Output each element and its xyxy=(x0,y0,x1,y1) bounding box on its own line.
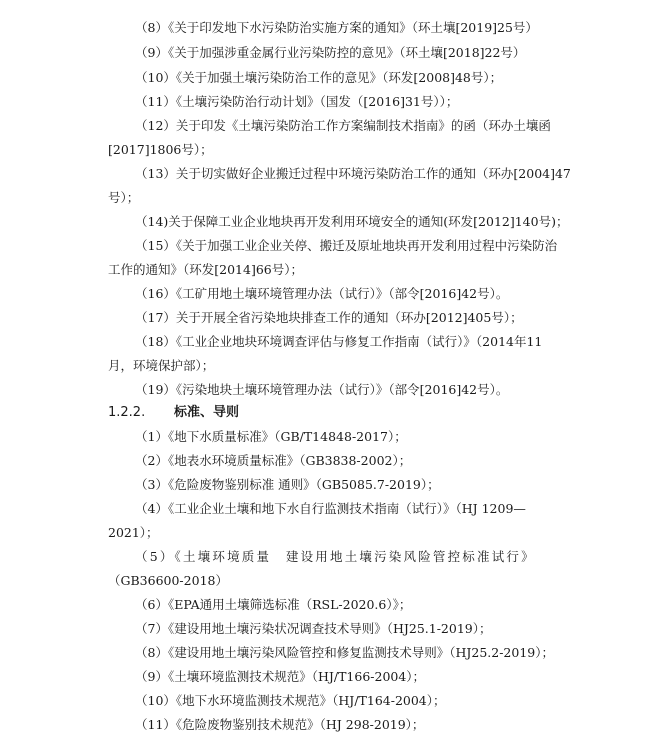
law-item-10: （10）《关于加强土壤污染防治工作的意见》（环发[2008]48号）； xyxy=(135,70,503,85)
standard-item-4: （4）《工业企业土壤和地下水自行监测技术指南（试行）》（HJ 1209— xyxy=(135,501,526,516)
law-item-18-cont: 月，环境保护部）； xyxy=(108,358,215,373)
law-item-19: （19）《污染地块土壤环境管理办法（试行）》（部令[2016]42号）。 xyxy=(135,382,509,397)
standard-item-4-cont: 2021）； xyxy=(108,525,159,540)
law-item-9: （9）《关于加强涉重金属行业污染防控的意见》（环土壤[2018]22号） xyxy=(135,45,526,60)
standard-item-6: （6）《EPA通用土壤筛选标准（RSL-2020.6）》； xyxy=(135,597,412,612)
standard-item-11: （11）《危险废物鉴别技术规范》（HJ 298-2019）； xyxy=(135,717,425,732)
law-item-15-cont: 工作的通知》（环发[2014]66号）； xyxy=(108,262,303,277)
law-item-8: （8）《关于印发地下水污染防治实施方案的通知》（环土壤[2019]25号） xyxy=(135,20,538,35)
standard-item-2: （2）《地表水环境质量标准》（GB3838-2002）； xyxy=(135,453,412,468)
law-item-12: （12）关于印发《土壤污染防治工作方案编制技术指南》的函（环办土壤函 xyxy=(135,118,551,133)
standard-item-9: （9）《土壤环境监测技术规范》（HJ/T166-2004）； xyxy=(135,669,426,684)
section-number: 1.2.2. xyxy=(108,405,146,420)
section-heading xyxy=(108,404,239,422)
law-item-18: （18）《工业企业地块环境调查评估与修复工作指南（试行）》（2014年11 xyxy=(135,334,543,349)
law-item-13: （13）关于切实做好企业搬迁过程中环境污染防治工作的通知（环办[2004]47 xyxy=(135,166,571,181)
law-item-17: （17）关于开展全省污染地块排查工作的通知（环办[2012]405号）； xyxy=(135,310,523,325)
standard-item-5: （5）《土壤环境质量 建设用地土壤污染风险管控标准试行》 xyxy=(135,549,536,564)
standard-item-10: （10）《地下水环境监测技术规范》（HJ/T164-2004）； xyxy=(135,693,446,708)
standard-item-7: （7）《建设用地土壤污染状况调查技术导则》（HJ25.1-2019）； xyxy=(135,621,492,636)
standard-item-3: （3）《危险废物鉴别标准 通则》（GB5085.7-2019）； xyxy=(135,477,440,492)
law-item-13-cont: 号）； xyxy=(108,190,140,205)
section-title: 标准、导则 xyxy=(174,405,240,420)
standard-item-5-cont: （GB36600-2018） xyxy=(108,573,228,588)
standard-item-1: （1）《地下水质量标准》（GB/T14848-2017）； xyxy=(135,429,407,444)
law-item-12-cont: [2017]1806号）； xyxy=(108,142,213,157)
standard-item-8: （8）《建设用地土壤污染风险管控和修复监测技术导则》（HJ25.2-2019）； xyxy=(135,645,554,660)
law-item-14: （14)关于保障工业企业地块再开发利用环境安全的通知(环发[2012]140号)； xyxy=(135,214,569,229)
law-item-11: （11）《土壤污染防治行动计划》（国发（[2016]31号））； xyxy=(135,94,459,109)
law-item-16: （16）《工矿用地土壤环境管理办法（试行）》（部令[2016]42号）。 xyxy=(135,286,509,301)
law-item-15: （15）《关于加强工业企业关停、搬迁及原址地块再开发利用过程中污染防治 xyxy=(135,238,558,253)
